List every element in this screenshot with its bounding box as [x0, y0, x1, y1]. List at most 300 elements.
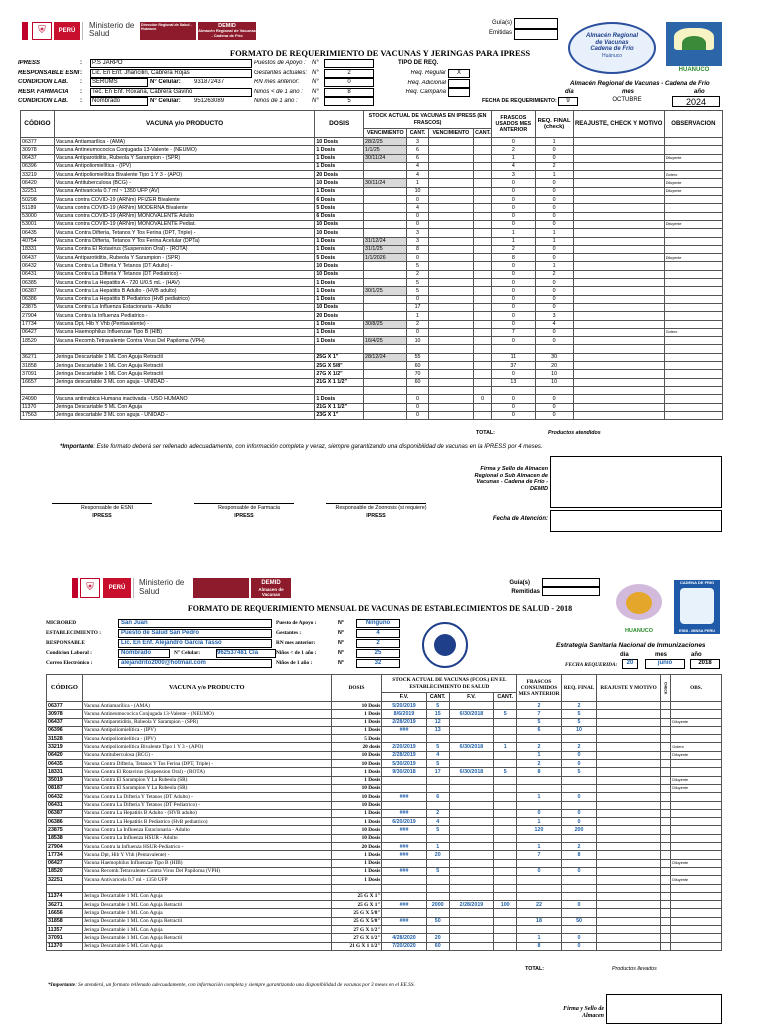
cell[interactable]: 2: [535, 270, 573, 278]
cell: 06386: [21, 295, 55, 303]
cell[interactable]: 0: [561, 942, 597, 950]
cell[interactable]: 0: [535, 295, 573, 303]
cell[interactable]: [597, 743, 660, 751]
cell[interactable]: 1: [535, 138, 573, 146]
cell[interactable]: [561, 859, 597, 867]
cell: [660, 751, 671, 759]
cell[interactable]: [573, 370, 664, 378]
cell[interactable]: [573, 353, 664, 361]
cell[interactable]: [597, 926, 660, 934]
cell: [449, 818, 493, 826]
cell[interactable]: [597, 735, 660, 743]
cell[interactable]: [597, 718, 660, 726]
cell[interactable]: [597, 784, 660, 792]
cell[interactable]: 20: [535, 362, 573, 370]
cell[interactable]: 2: [561, 702, 597, 710]
cell[interactable]: 0: [535, 403, 573, 411]
cell[interactable]: 0: [561, 934, 597, 942]
count-value[interactable]: 25: [356, 649, 400, 658]
cel-value[interactable]: 962537481 Cla: [216, 649, 276, 658]
cell: [449, 926, 493, 934]
count-suffix: N°: [312, 60, 319, 66]
cell[interactable]: [561, 776, 597, 784]
req-type-check[interactable]: [448, 88, 470, 97]
cell[interactable]: [573, 279, 664, 287]
cell: [494, 926, 517, 934]
field-label: Correo Electrónico :: [46, 660, 93, 666]
cell: 5: [494, 768, 517, 776]
cell: [494, 776, 517, 784]
cell: 22: [517, 901, 561, 909]
table-row: [47, 718, 722, 726]
req-type-check[interactable]: [448, 79, 470, 88]
cell[interactable]: [573, 362, 664, 370]
cell[interactable]: [573, 312, 664, 320]
field-value[interactable]: Nombrado: [90, 97, 148, 106]
col2-stock: STOCK ACTUAL DE VACUNAS (FCOS.) EN EL ESTABLECIMIENTO DE SALUD: [382, 675, 517, 693]
field-value[interactable]: SERUMS: [90, 78, 148, 87]
cell[interactable]: [573, 254, 664, 262]
cell[interactable]: [597, 901, 660, 909]
peru-shield-icon-2: ⛨: [80, 578, 100, 598]
cell[interactable]: 0: [561, 867, 597, 875]
cell: 24090: [21, 395, 55, 403]
cell[interactable]: [573, 303, 664, 311]
cell[interactable]: 0: [561, 901, 597, 909]
cell[interactable]: [573, 262, 664, 270]
cell[interactable]: [597, 776, 660, 784]
cell: 25 G X 1": [331, 892, 382, 900]
cell[interactable]: [597, 934, 660, 942]
field-value[interactable]: Tec. En Enf. Roxana, Cabrera Gavino: [90, 88, 252, 97]
cell[interactable]: 0: [535, 287, 573, 295]
cell: 10 Dosis: [331, 834, 382, 842]
table-row: [21, 154, 723, 162]
cell[interactable]: [561, 926, 597, 934]
cell: 0: [492, 270, 535, 278]
cell[interactable]: [597, 809, 660, 817]
cell[interactable]: [573, 196, 664, 204]
cell: [664, 320, 722, 328]
cell[interactable]: [573, 245, 664, 253]
cell: [428, 262, 474, 270]
cell[interactable]: [573, 403, 664, 411]
cell: [494, 909, 517, 917]
cell[interactable]: 0: [561, 818, 597, 826]
cell[interactable]: [573, 395, 664, 403]
cell[interactable]: [561, 735, 597, 743]
cell[interactable]: 0: [561, 760, 597, 768]
cell: 0: [492, 312, 535, 320]
fecha-dia[interactable]: 9: [558, 97, 578, 106]
fecha-atencion-box[interactable]: [550, 510, 722, 532]
cell[interactable]: [561, 884, 597, 892]
cell: [664, 196, 722, 204]
cell[interactable]: [573, 337, 664, 345]
cell[interactable]: [573, 411, 664, 419]
cell: [671, 942, 722, 950]
count-value[interactable]: 5: [324, 97, 374, 106]
fecha-mes-2[interactable]: junio: [645, 659, 685, 669]
cell[interactable]: [561, 784, 597, 792]
cell[interactable]: [573, 212, 664, 220]
cell: [474, 179, 492, 187]
cell[interactable]: [573, 138, 664, 146]
cell: [428, 395, 474, 403]
cell: 0: [492, 320, 535, 328]
cell: [331, 884, 382, 892]
cell[interactable]: 50: [561, 917, 597, 925]
firma-box-1[interactable]: [550, 456, 722, 508]
cell[interactable]: 0: [535, 154, 573, 162]
table-row: [21, 312, 723, 320]
cell[interactable]: [597, 760, 660, 768]
cell: [494, 726, 517, 734]
cell[interactable]: [561, 909, 597, 917]
cell[interactable]: 0: [535, 254, 573, 262]
cell: [660, 726, 671, 734]
cell: 20 Dosis: [331, 843, 382, 851]
cell[interactable]: [535, 386, 573, 394]
req-type-check[interactable]: X: [448, 69, 470, 78]
count-value[interactable]: 2: [324, 69, 374, 78]
cell[interactable]: 5: [561, 710, 597, 718]
cell[interactable]: [597, 702, 660, 710]
huanuco-caption: HUANUCO: [678, 67, 710, 73]
cell: Vacuna Contra la Influenza Pediatrico -: [54, 312, 314, 320]
field-value[interactable]: Lic. En Enf. Jhancilin, Cabrera Rojas: [90, 69, 252, 78]
cell: Vacuna Contra La Difteria Y Tetanos (DT Adulto) -: [54, 262, 314, 270]
cell[interactable]: [573, 378, 664, 386]
peru-label-2: PERÚ: [103, 578, 131, 598]
cell[interactable]: 0: [535, 279, 573, 287]
cell: Diluyente: [671, 859, 722, 867]
cell[interactable]: 8: [561, 851, 597, 859]
cell: [664, 245, 722, 253]
guia-input-2[interactable]: [542, 578, 600, 587]
cell: Diluyente: [671, 751, 722, 759]
cell: [660, 735, 671, 743]
cell: 120: [517, 826, 561, 834]
cell[interactable]: 10: [561, 726, 597, 734]
cell[interactable]: 5: [561, 768, 597, 776]
cell[interactable]: 3: [535, 312, 573, 320]
cell[interactable]: 0: [535, 395, 573, 403]
cell[interactable]: 0: [535, 196, 573, 204]
cell: 28/12/24: [364, 353, 407, 361]
cell: [494, 784, 517, 792]
cell: 6 Dosis: [315, 196, 364, 204]
cell[interactable]: 200: [561, 826, 597, 834]
cell: 18538: [47, 834, 83, 842]
cell[interactable]: 5: [561, 718, 597, 726]
cell: [47, 884, 83, 892]
cell: [428, 237, 474, 245]
cell: [660, 818, 671, 826]
fecha-anio[interactable]: 2024: [672, 96, 720, 107]
remitidas-input[interactable]: [542, 587, 600, 596]
guia-input[interactable]: [514, 18, 558, 29]
cell[interactable]: 0: [561, 793, 597, 801]
table-row: [47, 834, 722, 842]
cell: [474, 138, 492, 146]
table-row: [21, 204, 723, 212]
cel-value[interactable]: 931872437: [194, 79, 225, 85]
cell[interactable]: [597, 851, 660, 859]
cell: ###: [382, 851, 426, 859]
cell[interactable]: [597, 942, 660, 950]
cell: [426, 801, 449, 809]
cell[interactable]: [597, 793, 660, 801]
count-value[interactable]: Ninguno: [356, 619, 400, 628]
cell: Vacuna Recomb.Tetravalente Contra Virus Del Papiloma (VPH): [82, 867, 331, 875]
cell: [660, 743, 671, 751]
cell: [494, 876, 517, 884]
cell[interactable]: 0: [535, 179, 573, 187]
cell[interactable]: [597, 909, 660, 917]
cell: 17: [426, 768, 449, 776]
cell: 11370: [21, 403, 55, 411]
cell[interactable]: [573, 328, 664, 336]
cell[interactable]: 1: [535, 237, 573, 245]
cell: 0: [492, 204, 535, 212]
cell[interactable]: 1: [535, 171, 573, 179]
table-row: [47, 784, 722, 792]
firma-box-2[interactable]: [606, 994, 722, 1024]
cell[interactable]: [561, 876, 597, 884]
cell: [426, 776, 449, 784]
cell[interactable]: [561, 834, 597, 842]
cell[interactable]: 0: [561, 751, 597, 759]
field-value[interactable]: P.S JARPO: [90, 59, 252, 68]
cell: [660, 942, 671, 950]
cell: [428, 295, 474, 303]
cell[interactable]: 0: [535, 212, 573, 220]
table-row: [21, 328, 723, 336]
cell[interactable]: [597, 726, 660, 734]
table-row: [21, 287, 723, 295]
count-value[interactable]: 0: [324, 78, 374, 87]
cell[interactable]: [573, 237, 664, 245]
col-frascos: FRASCOS USADOS MES ANTERIOR: [492, 111, 535, 138]
table-row: [21, 320, 723, 328]
cell[interactable]: [597, 843, 660, 851]
cell[interactable]: [573, 187, 664, 195]
cell: 8: [517, 942, 561, 950]
count-value[interactable]: 2: [356, 639, 400, 648]
cell[interactable]: [597, 917, 660, 925]
field-value[interactable]: San Juan: [118, 619, 272, 628]
cell[interactable]: [597, 710, 660, 718]
cell: [364, 345, 407, 353]
badge-city: Huánuco: [601, 52, 622, 59]
cell: [664, 378, 722, 386]
cell: 18331: [47, 768, 83, 776]
cell[interactable]: [573, 270, 664, 278]
cell[interactable]: 0: [535, 245, 573, 253]
cell[interactable]: [573, 171, 664, 179]
cell: [428, 162, 474, 170]
cell: 5: [407, 287, 428, 295]
cell[interactable]: 0: [535, 411, 573, 419]
count-label: Niños < de 1 año :: [254, 88, 303, 95]
cell: 1 Dosis: [331, 859, 382, 867]
cell[interactable]: [573, 229, 664, 237]
cell: Jeringa Descartable 1 ML Con Aguja Retractil: [54, 362, 314, 370]
field-value[interactable]: Puesto de Salud San Pedro: [118, 629, 272, 638]
cell[interactable]: 0: [561, 809, 597, 817]
cell: 13: [492, 378, 535, 386]
cell: 0: [492, 196, 535, 204]
cell: [660, 834, 671, 842]
cell[interactable]: [573, 162, 664, 170]
cell[interactable]: [561, 892, 597, 900]
cell: [474, 262, 492, 270]
cell: [54, 386, 314, 394]
cell[interactable]: 0: [535, 328, 573, 336]
field-label: RESP. FARMACIA: [18, 88, 69, 95]
cell: [428, 270, 474, 278]
cell: 1 Dosis: [331, 768, 382, 776]
count-value[interactable]: 32: [356, 659, 400, 668]
cell[interactable]: 0: [535, 187, 573, 195]
cell[interactable]: [573, 386, 664, 394]
cell: 8: [492, 254, 535, 262]
cell[interactable]: [573, 220, 664, 228]
cell: [364, 378, 407, 386]
cell: [449, 776, 493, 784]
cell[interactable]: 2: [561, 743, 597, 751]
cell[interactable]: [597, 801, 660, 809]
cel-value[interactable]: 951263089: [194, 98, 225, 104]
cell: [428, 370, 474, 378]
table-row: [21, 196, 723, 204]
fecha-mes[interactable]: OCTUBRE: [612, 97, 642, 103]
almacen-caption: Almacén Regional de Vacunas - Cadena de Frío: [570, 80, 710, 87]
cell[interactable]: [573, 204, 664, 212]
important-text-1: : Este formato deberá ser rellenado adecuadamente, con información completa y veraz, siempre garantizando una disponibilidad de vacunas en la IPRESS por 4 meses.: [93, 444, 543, 450]
cell[interactable]: 2: [561, 843, 597, 851]
cell[interactable]: [597, 751, 660, 759]
cell: [492, 345, 535, 353]
cell: 06387: [47, 809, 83, 817]
sign-line: [194, 503, 294, 504]
cell[interactable]: [597, 859, 660, 867]
cell[interactable]: [597, 826, 660, 834]
cell: 10 Dosis: [331, 784, 382, 792]
cell[interactable]: 2: [535, 162, 573, 170]
cell[interactable]: 10: [535, 370, 573, 378]
cell[interactable]: [535, 345, 573, 353]
cell: 20 Dosis: [315, 171, 364, 179]
cell[interactable]: 0: [535, 303, 573, 311]
cell: Vacuna Antipoliomielítica - (IPV): [82, 726, 331, 734]
cell: ###: [382, 809, 426, 817]
cell: [428, 287, 474, 295]
cell: [664, 146, 722, 154]
table-row: [21, 254, 723, 262]
cell[interactable]: [573, 154, 664, 162]
cell: Vacuna Antiparotiditis, Rubeola Y Sarampion - (SPR): [54, 254, 314, 262]
cell[interactable]: [561, 801, 597, 809]
cell: [664, 138, 722, 146]
cell: [474, 254, 492, 262]
cell: [671, 702, 722, 710]
cell: 18520: [21, 337, 55, 345]
cell[interactable]: 0: [535, 204, 573, 212]
cell: 33219: [47, 743, 83, 751]
cell[interactable]: [573, 345, 664, 353]
emitidas-input[interactable]: [514, 29, 558, 40]
cell: 5: [494, 710, 517, 718]
cell: Vacuna Contra La Difteria Y Tetanos (DT Pediatrico) -: [54, 270, 314, 278]
cell: Vacuna contra COVID-19 (ARNm) MONOVALENTE Pediat.: [54, 220, 314, 228]
col2-reajuste: REAJUSTE Y MOTIVO: [597, 675, 660, 702]
cell[interactable]: [597, 834, 660, 842]
cell: [449, 793, 493, 801]
count-label: RN mes anterior:: [254, 79, 300, 85]
cell[interactable]: [573, 146, 664, 154]
cell: 8/6/2019: [382, 710, 426, 718]
cell: [660, 892, 671, 900]
cell: [517, 834, 561, 842]
cell: Vacuna Antipoliomielítica - (IPV): [82, 735, 331, 743]
cell[interactable]: [573, 320, 664, 328]
cell: [474, 279, 492, 287]
cell: 10 Dosis: [331, 793, 382, 801]
fecha-anio-2[interactable]: 2018: [690, 659, 720, 669]
cell: [407, 386, 428, 394]
cell[interactable]: 1: [535, 262, 573, 270]
cell[interactable]: [597, 768, 660, 776]
field-value[interactable]: alejandrito2000@hotmail.com: [118, 659, 272, 668]
cell[interactable]: [597, 876, 660, 884]
cell[interactable]: 0: [535, 220, 573, 228]
field-value[interactable]: Nombrado: [118, 649, 170, 658]
cell: Gotero: [664, 328, 722, 336]
cell: [382, 859, 426, 867]
cell[interactable]: [597, 884, 660, 892]
cell: 30978: [21, 146, 55, 154]
cell[interactable]: [573, 179, 664, 187]
cell[interactable]: [597, 892, 660, 900]
cell: 1 Dosis: [315, 328, 364, 336]
fecha-dia-2[interactable]: 20: [622, 659, 638, 669]
cell: 1: [517, 818, 561, 826]
count-value[interactable]: 4: [356, 629, 400, 638]
count-value[interactable]: 8: [324, 88, 374, 97]
cell: 5: [407, 262, 428, 270]
cell: 60: [426, 942, 449, 950]
field-value[interactable]: Lic. En Enf. Alejandro García Tasso: [118, 639, 272, 648]
cell[interactable]: [597, 867, 660, 875]
cell[interactable]: 0: [535, 146, 573, 154]
cell[interactable]: [573, 287, 664, 295]
cell[interactable]: 0: [535, 337, 573, 345]
cell: 2000: [426, 901, 449, 909]
cell[interactable]: 30: [535, 353, 573, 361]
cell[interactable]: [573, 295, 664, 303]
cell[interactable]: 10: [535, 378, 573, 386]
cell[interactable]: [597, 818, 660, 826]
cell: [664, 345, 722, 353]
count-value[interactable]: [324, 59, 374, 68]
cell[interactable]: 1: [535, 229, 573, 237]
table-row: [47, 876, 722, 884]
cell: 31/12/24: [364, 237, 407, 245]
mes-head-2: mes: [655, 652, 668, 658]
cell[interactable]: 4: [535, 320, 573, 328]
